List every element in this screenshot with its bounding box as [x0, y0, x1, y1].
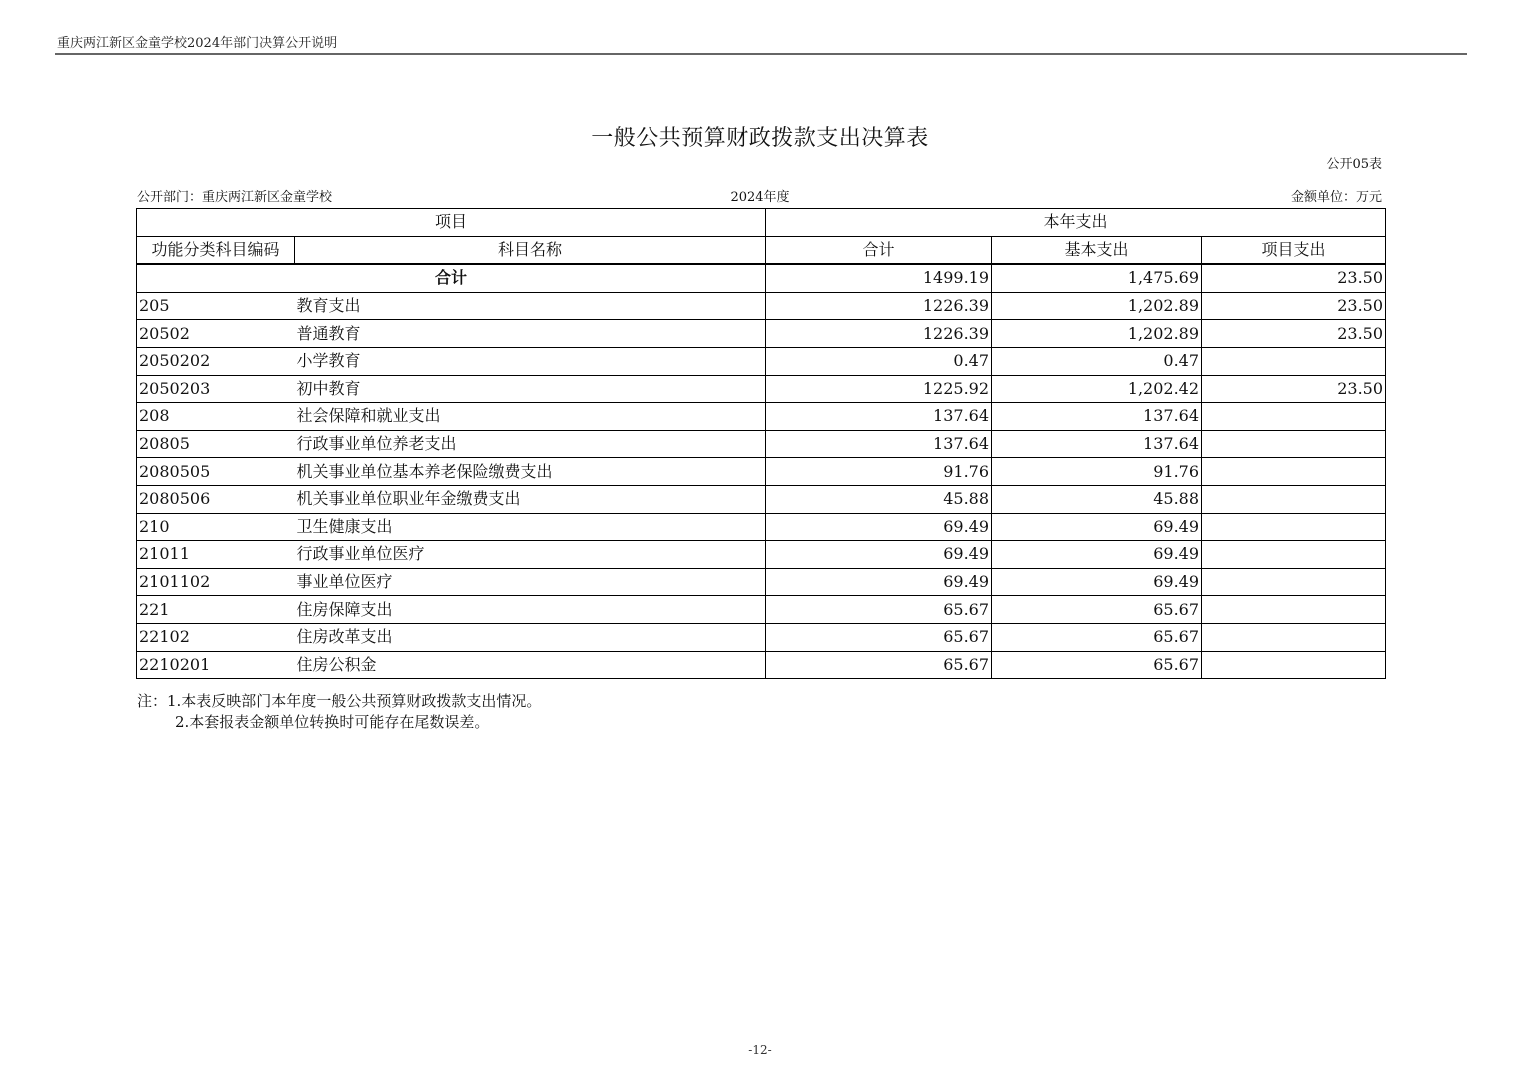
row-project — [1202, 568, 1386, 596]
column-header-code: 功能分类科目编码 — [137, 236, 295, 264]
row-name: 事业单位医疗 — [295, 568, 766, 596]
row-name: 机关事业单位基本养老保险缴费支出 — [295, 458, 766, 486]
row-name: 小学教育 — [295, 347, 766, 375]
row-total: 137.64 — [766, 403, 992, 431]
page-title: 一般公共预算财政拨款支出决算表 — [591, 126, 929, 151]
row-code: 2080506 — [137, 485, 295, 513]
table-row — [137, 485, 1386, 513]
row-basic: 91.76 — [992, 458, 1202, 486]
row-project — [1202, 651, 1386, 679]
expenditure-table — [136, 208, 1386, 679]
table-row — [137, 623, 1386, 651]
row-basic: 137.64 — [992, 430, 1202, 458]
row-code: 205 — [137, 292, 295, 320]
row-total: 65.67 — [766, 651, 992, 679]
row-code: 208 — [137, 403, 295, 431]
row-name: 卫生健康支出 — [295, 513, 766, 541]
row-project — [1202, 513, 1386, 541]
row-code: 2101102 — [137, 568, 295, 596]
row-name: 社会保障和就业支出 — [295, 403, 766, 431]
column-header-name: 科目名称 — [295, 236, 766, 264]
row-name: 行政事业单位医疗 — [295, 541, 766, 569]
row-project — [1202, 623, 1386, 651]
table-row — [137, 651, 1386, 679]
table-row — [137, 513, 1386, 541]
row-name: 普通教育 — [295, 320, 766, 348]
fiscal-year: 2024年度 — [730, 190, 790, 205]
row-basic: 65.67 — [992, 651, 1202, 679]
note-1: 注：1.本表反映部门本年度一般公共预算财政拨款支出情况。 — [137, 692, 542, 710]
table-row — [137, 375, 1386, 403]
row-total: 69.49 — [766, 568, 992, 596]
table-header-row — [137, 209, 1386, 237]
table-row — [137, 541, 1386, 569]
row-total: 69.49 — [766, 541, 992, 569]
table-notes — [137, 691, 541, 733]
row-total: 91.76 — [766, 458, 992, 486]
row-name: 教育支出 — [295, 292, 766, 320]
row-total: 45.88 — [766, 485, 992, 513]
row-code: 22102 — [137, 623, 295, 651]
row-project: 23.50 — [1202, 375, 1386, 403]
row-basic: 1,202.89 — [992, 292, 1202, 320]
table-row — [137, 596, 1386, 624]
row-project — [1202, 596, 1386, 624]
row-total: 137.64 — [766, 430, 992, 458]
row-code: 2210201 — [137, 651, 295, 679]
row-code: 21011 — [137, 541, 295, 569]
table-row — [137, 458, 1386, 486]
row-total: 65.67 — [766, 596, 992, 624]
running-header: 重庆两江新区金童学校2024年部门决算公开说明 — [57, 36, 338, 51]
row-total: 69.49 — [766, 513, 992, 541]
row-basic: 65.67 — [992, 623, 1202, 651]
row-project — [1202, 485, 1386, 513]
row-basic: 69.49 — [992, 568, 1202, 596]
row-basic: 0.47 — [992, 347, 1202, 375]
header-current-year-expense: 本年支出 — [766, 209, 1386, 237]
row-code: 2050203 — [137, 375, 295, 403]
row-project — [1202, 430, 1386, 458]
row-basic: 65.67 — [992, 596, 1202, 624]
table-row — [137, 347, 1386, 375]
row-project — [1202, 347, 1386, 375]
row-project: 23.50 — [1202, 292, 1386, 320]
row-basic: 1,202.42 — [992, 375, 1202, 403]
row-name: 住房公积金 — [295, 651, 766, 679]
row-total: 1226.39 — [766, 292, 992, 320]
total-amount: 1499.19 — [766, 264, 992, 292]
column-header-project: 项目支出 — [1202, 236, 1386, 264]
table-row — [137, 403, 1386, 431]
row-basic: 69.49 — [992, 513, 1202, 541]
row-name: 住房改革支出 — [295, 623, 766, 651]
row-total: 1226.39 — [766, 320, 992, 348]
table-row — [137, 430, 1386, 458]
page-number: -12- — [748, 1043, 772, 1057]
header-divider — [55, 53, 1467, 55]
row-code: 2080505 — [137, 458, 295, 486]
row-basic: 69.49 — [992, 541, 1202, 569]
row-project — [1202, 458, 1386, 486]
row-basic: 1,202.89 — [992, 320, 1202, 348]
header-item: 项目 — [137, 209, 766, 237]
amount-unit: 金额单位：万元 — [1290, 190, 1382, 205]
row-code: 210 — [137, 513, 295, 541]
total-basic: 1,475.69 — [992, 264, 1202, 292]
row-name: 初中教育 — [295, 375, 766, 403]
table-row — [137, 320, 1386, 348]
row-project — [1202, 403, 1386, 431]
row-name: 机关事业单位职业年金缴费支出 — [295, 485, 766, 513]
row-code: 20502 — [137, 320, 295, 348]
column-header-basic: 基本支出 — [992, 236, 1202, 264]
row-basic: 45.88 — [992, 485, 1202, 513]
row-total: 65.67 — [766, 623, 992, 651]
total-project: 23.50 — [1202, 264, 1386, 292]
table-subheader-row — [137, 236, 1386, 264]
total-row — [137, 264, 1386, 292]
row-total: 0.47 — [766, 347, 992, 375]
row-basic: 137.64 — [992, 403, 1202, 431]
table-row — [137, 568, 1386, 596]
row-code: 221 — [137, 596, 295, 624]
department-label: 公开部门：重庆两江新区金童学校 — [137, 190, 333, 205]
row-project: 23.50 — [1202, 320, 1386, 348]
table-number: 公开05表 — [1326, 157, 1382, 172]
row-code: 2050202 — [137, 347, 295, 375]
row-name: 行政事业单位养老支出 — [295, 430, 766, 458]
table-row — [137, 292, 1386, 320]
row-project — [1202, 541, 1386, 569]
total-label: 合计 — [137, 264, 766, 292]
column-header-total: 合计 — [766, 236, 992, 264]
row-total: 1225.92 — [766, 375, 992, 403]
note-2: 2.本套报表金额单位转换时可能存在尾数误差。 — [175, 713, 490, 731]
row-code: 20805 — [137, 430, 295, 458]
row-name: 住房保障支出 — [295, 596, 766, 624]
